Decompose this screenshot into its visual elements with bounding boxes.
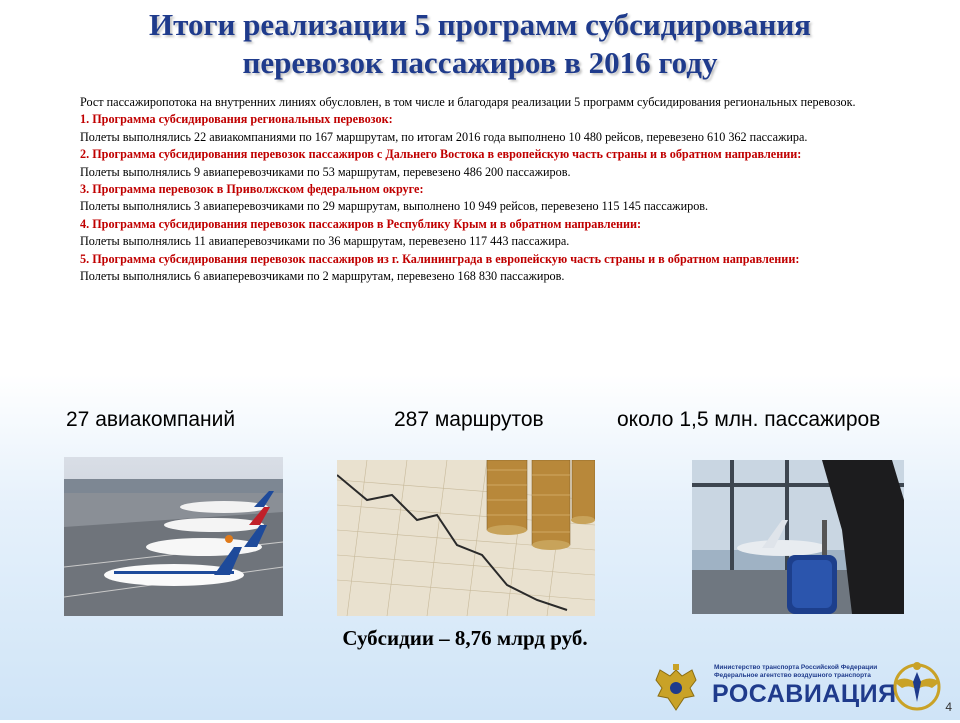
program-3-heading: 3. Программа перевозок в Приволжском федеральном округе:	[80, 182, 424, 197]
double-headed-eagle-emblem-icon	[648, 662, 704, 718]
program-3-text: Полеты выполнялись 3 авиаперевозчиками по 29 маршрутам, выполнено 10 949 рейсов, перевезено 115 145 пассажиров.	[80, 199, 709, 214]
program-1-text: Полеты выполнялись 22 авиакомпаниями по 167 маршрутам, по итогам 2016 года выполнено 10 480 рейсов, перевезено 610 362 пассажира.	[80, 129, 808, 144]
rosaviatsia-logo-text: РОСАВИАЦИЯ	[712, 680, 897, 708]
ministry-line-1: Министерство транспорта Российской Федерации	[714, 664, 878, 671]
program-2-heading: 2. Программа субсидирования перевозок пассажиров с Дальнего Востока в европейскую часть страны и в обратном направлении:	[80, 147, 802, 162]
stat-airlines: 27 авиакомпаний	[66, 408, 236, 431]
program-4-heading: 4. Программа субсидирования перевозок пассажиров в Республику Крым и в обратном направлении:	[80, 216, 642, 231]
program-2-text: Полеты выполнялись 9 авиаперевозчиками по 53 маршрутам, перевезено 486 200 пассажиров.	[80, 164, 571, 179]
stat-passengers: около 1,5 млн. пассажиров	[617, 408, 881, 431]
subsidies-total: Субсидии – 8,76 млрд руб.	[342, 626, 588, 650]
ministry-line-2: Федеральное агентство воздушного транспорта	[714, 672, 871, 679]
slide-title	[40, 6, 920, 82]
program-5-heading: 5. Программа субсидирования перевозок пассажиров из г. Калининграда в европейскую часть страны и в обратном направлении:	[80, 251, 800, 266]
title-line-2: перевозок пассажиров в 2016 году	[242, 45, 718, 80]
program-4-text: Полеты выполнялись 11 авиаперевозчиками по 36 маршрутам, перевезено 117 443 пассажира.	[80, 234, 570, 249]
coins-chart-photo	[337, 460, 595, 616]
traveler-suitcase-photo	[692, 460, 904, 614]
program-5-text: Полеты выполнялись 6 авиаперевозчиками по 2 маршрутам, перевезено 168 830 пассажиров.	[80, 269, 565, 284]
programs-text	[38, 94, 924, 285]
airport-apron-photo	[64, 457, 283, 616]
intro-paragraph: Рост пассажиропотока на внутренних линиях обусловлен, в том числе и благодаря реализации 5 программ субсидирования региональных перевозок.	[80, 95, 856, 109]
title-line-1: Итоги реализации 5 программ субсидирования	[149, 7, 811, 42]
winged-emblem-icon	[888, 658, 946, 716]
program-1-heading: 1. Программа субсидирования региональных перевозок:	[80, 112, 393, 127]
stat-routes: 287 маршрутов	[394, 408, 544, 431]
page-number: 4	[945, 700, 952, 714]
